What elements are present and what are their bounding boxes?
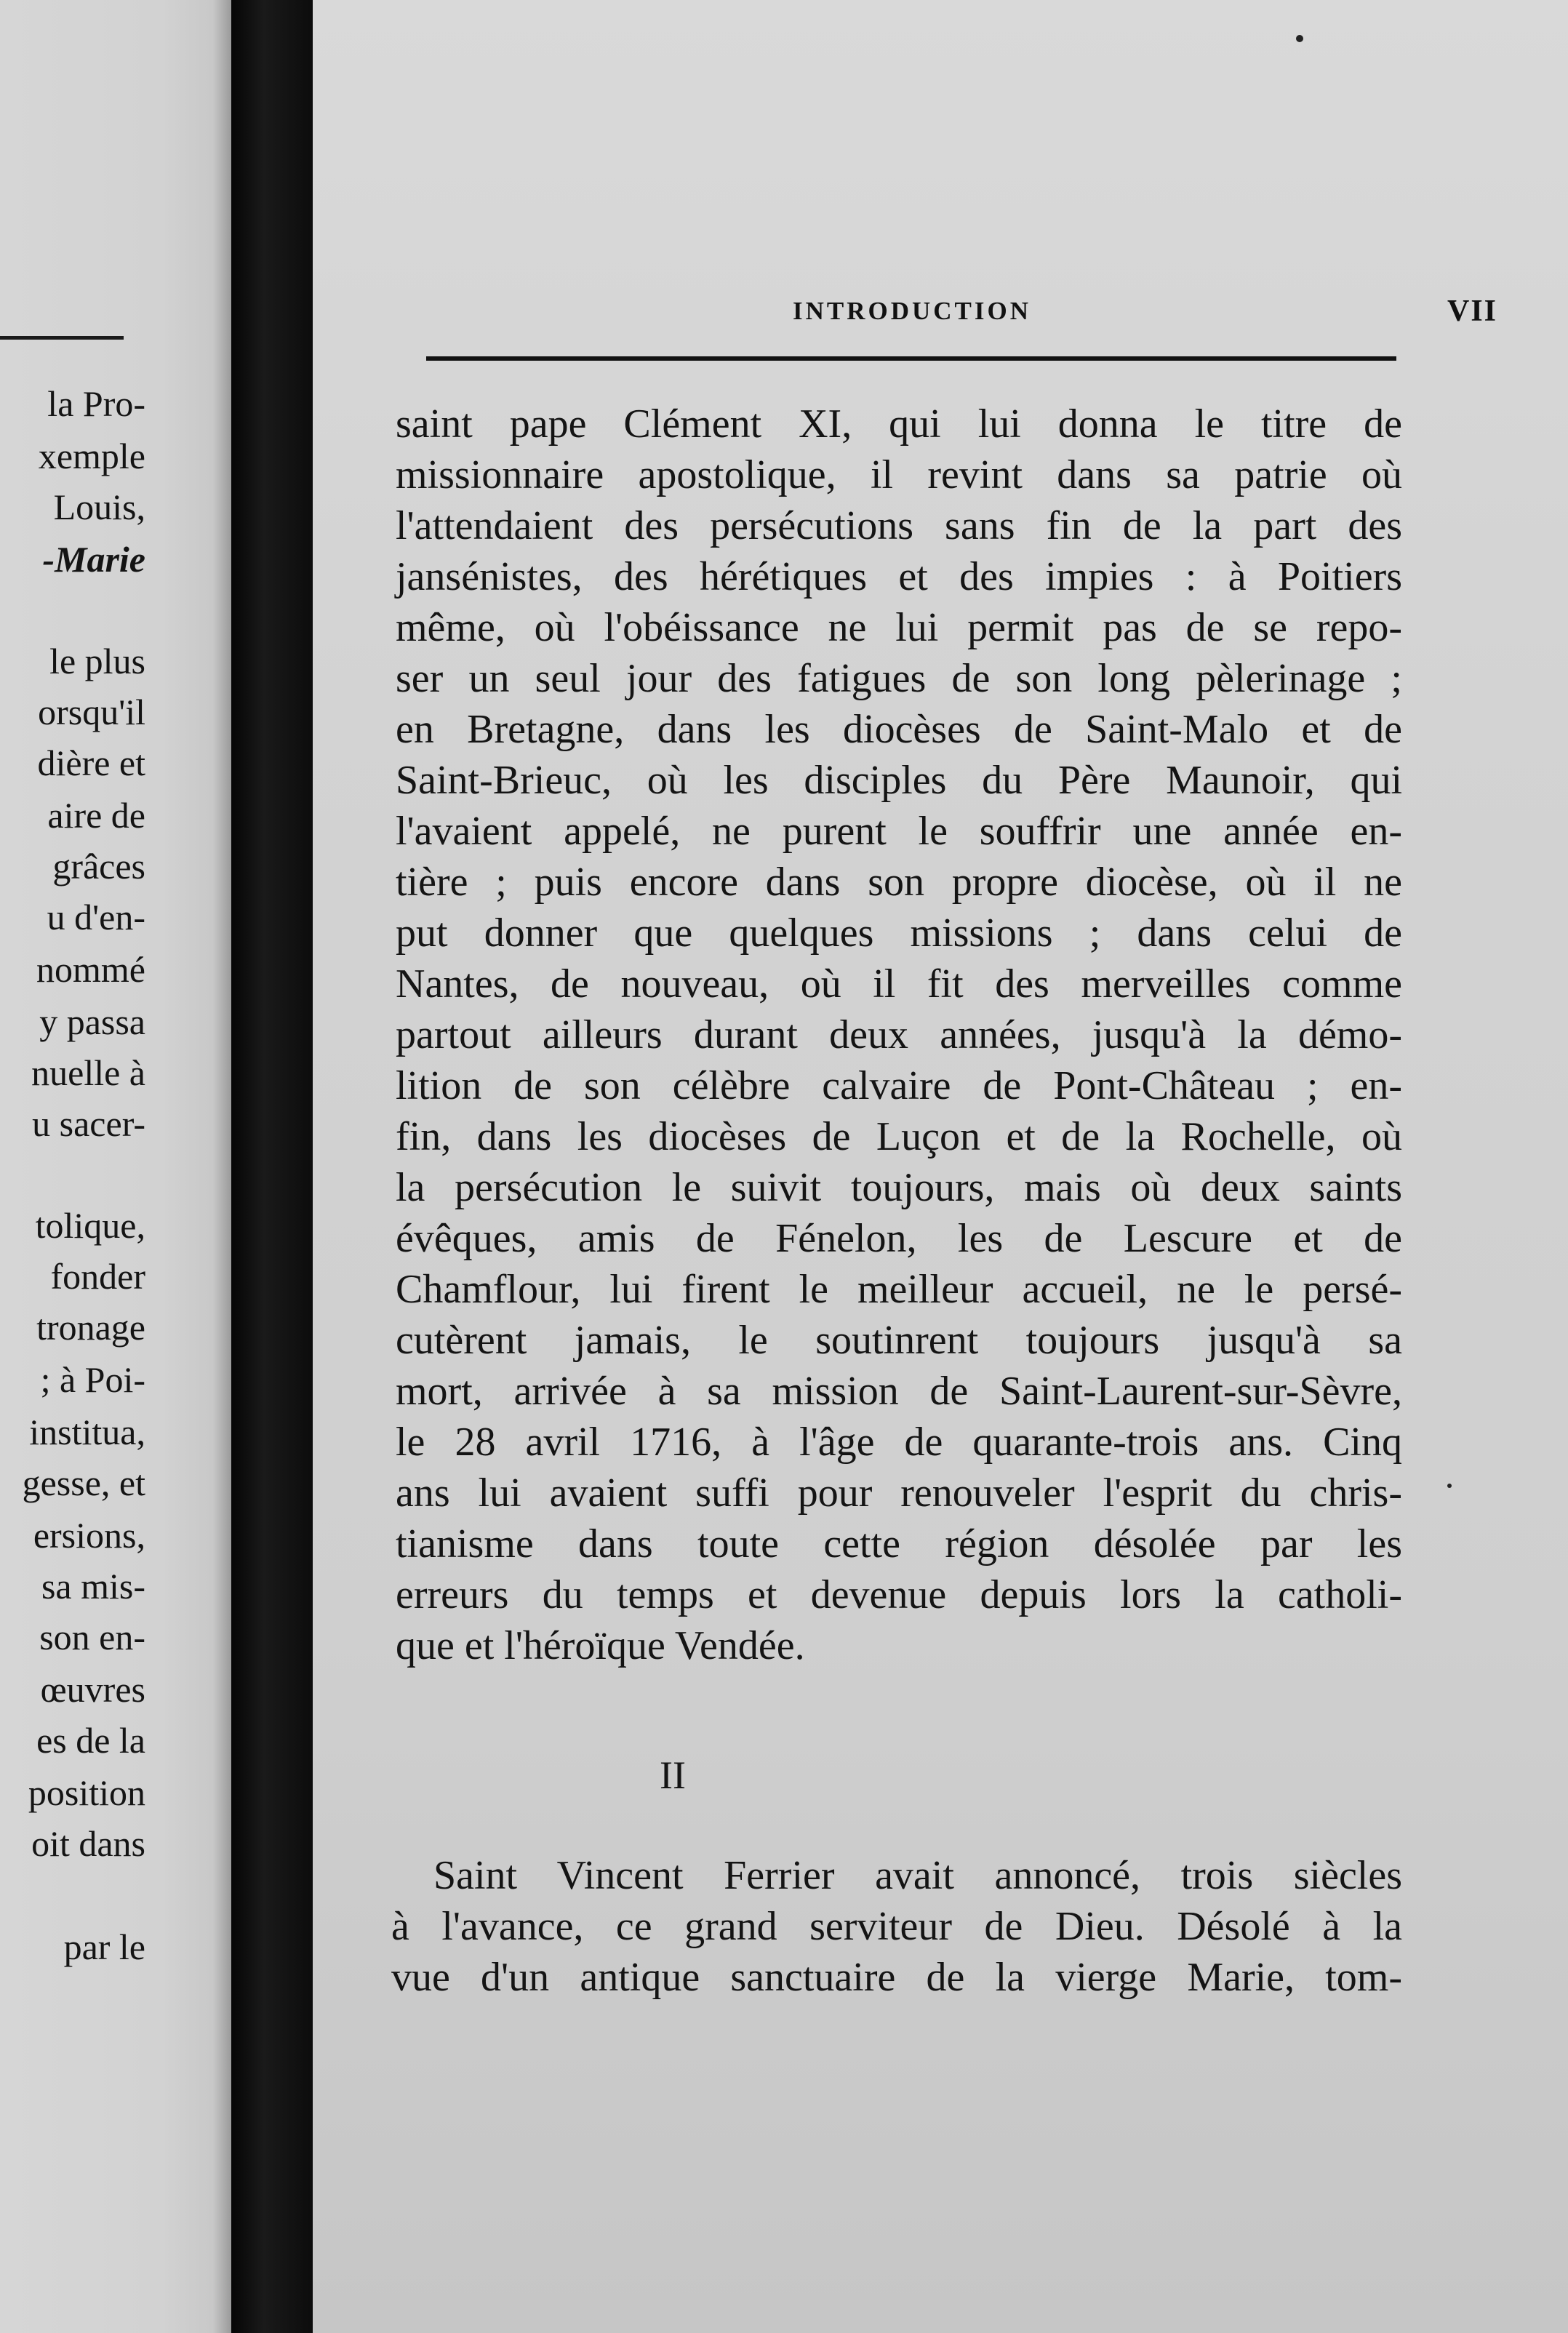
text-line: ser un seul jour des fatigues de son long pèlerinage ; [396,656,1402,701]
text-line: en Bretagne, dans les diocèses de Saint-Malo et de [396,707,1402,752]
running-title: INTRODUCTION [792,297,1032,325]
facing-page-line: tronage [36,1307,145,1348]
text-line: partout ailleurs durant deux années, jusqu'à la démo- [396,1012,1402,1057]
text-line: la persécution le suivit toujours, mais où deux saints [396,1165,1402,1210]
facing-page-line: gesse, et [22,1462,145,1503]
text-line: missionnaire apostolique, il revint dans sa patrie où [396,452,1402,497]
facing-page [0,0,231,2333]
paragraph-2 [391,1850,1402,2003]
facing-page-line: œuvres [40,1669,145,1710]
facing-page-line: le plus [49,641,145,681]
facing-page-line: -Marie [42,539,145,580]
text-line: Chamflour, lui firent le meilleur accueil, ne le persé- [396,1267,1402,1312]
text-line: l'attendaient des persécutions sans fin de la part des [396,503,1402,548]
text-line: Saint Vincent Ferrier avait annoncé, trois siècles [433,1853,1402,1898]
header-rule [426,356,1396,361]
book-gutter [231,0,313,2333]
text-line: mort, arrivée à sa mission de Saint-Laurent-sur-Sèvre, [396,1369,1402,1414]
facing-page-line: y passa [39,1001,145,1042]
facing-page-line: Louis, [53,487,145,527]
text-line: que et l'héroïque Vendée. [396,1623,805,1668]
facing-page-line: nommé [36,949,145,990]
facing-page-line: par le [63,1926,145,1967]
text-line: Saint-Brieuc, où les disciples du Père Maunoir, qui [396,758,1402,803]
text-line: à l'avance, ce grand serviteur de Dieu. Désolé à la [391,1904,1402,1949]
facing-page-line: es de la [36,1720,145,1761]
facing-page-line: aire de [47,795,145,836]
facing-page-line: xemple [38,436,145,476]
text-line: ans lui avaient suffi pour renouveler l'esprit du chris- [396,1470,1402,1516]
page-number: VII [1447,295,1498,328]
facing-page-line: fonder [50,1256,145,1297]
text-line: erreurs du temps et devenue depuis lors la catholi- [396,1572,1402,1617]
running-head [425,297,1568,333]
facing-page-line: ersions, [33,1515,145,1556]
facing-page-line: la Pro- [47,383,145,424]
facing-page-line: tolique, [35,1205,145,1246]
scan-speck [1447,1484,1452,1488]
text-line: vue d'un antique sanctuaire de la vierge Marie, tom- [391,1955,1402,2000]
facing-page-line: orsqu'il [38,692,145,732]
facing-page-line: ; à Poi- [40,1359,145,1400]
paragraph-1 [396,399,1402,1671]
text-line: tianisme dans toute cette région désolée par les [396,1521,1402,1566]
facing-page-line: dière et [37,743,145,783]
text-line: le 28 avril 1716, à l'âge de quarante-trois ans. Cinq [396,1420,1402,1465]
facing-page-line: institua, [29,1412,145,1452]
text-line: même, où l'obéissance ne lui permit pas de se repo- [396,605,1402,650]
text-line: lition de son célèbre calvaire de Pont-Château ; en- [396,1063,1402,1108]
text-line: Nantes, de nouveau, où il fit des merveilles comme [396,961,1402,1007]
main-page [313,0,1568,2333]
facing-page-line: u sacer- [32,1103,145,1144]
facing-page-line: son en- [39,1617,145,1657]
text-line: l'avaient appelé, ne purent le souffrir une année en- [396,809,1402,854]
text-line: fin, dans les diocèses de Luçon et de la Rochelle, où [396,1114,1402,1159]
facing-page-line: position [28,1772,145,1813]
section-heading [313,1753,1568,1798]
scan-speck [1296,35,1303,42]
text-line: put donner que quelques missions ; dans celui de [396,911,1402,956]
facing-page-line: grâces [52,846,145,887]
facing-page-line: u d'en- [47,897,145,937]
text-line: saint pape Clément XI, qui lui donna le titre de [396,401,1402,447]
text-line: jansénistes, des hérétiques et des impies : à Poitiers [396,554,1402,599]
facing-page-line: nuelle à [31,1052,145,1093]
facing-page-line: oit dans [31,1823,145,1864]
section-number: II [660,1753,686,1797]
text-line: évêques, amis de Fénelon, les de Lescure et de [396,1216,1402,1261]
facing-page-line: sa mis- [41,1566,145,1606]
facing-page-rule [0,336,124,340]
text-line: cutèrent jamais, le soutinrent toujours jusqu'à sa [396,1318,1402,1363]
text-line: tière ; puis encore dans son propre diocèse, où il ne [396,860,1402,905]
